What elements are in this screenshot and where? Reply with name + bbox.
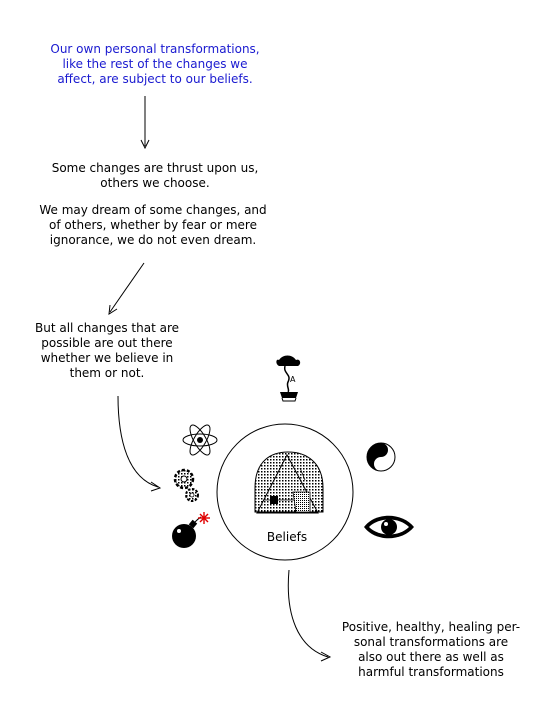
gears-icon	[175, 470, 198, 501]
beliefs-label: Beliefs	[266, 530, 308, 544]
beliefs-emblem-icon	[255, 452, 323, 513]
yin-yang-icon	[367, 443, 395, 471]
atom-icon	[183, 422, 217, 457]
possible-text: But all changes that are possible are out there whether we believe in them or not.	[34, 321, 179, 380]
thrust-text: Some changes are thrust upon us, others we choose.	[51, 161, 259, 190]
positive-text: Positive, healthy, healing per- sonal transformations are also out there as well as harmful transformations	[341, 620, 521, 679]
svg-text:A: A	[290, 375, 296, 384]
bomb-icon	[172, 512, 210, 548]
arrow-down-1	[141, 96, 149, 148]
plant-icon	[276, 356, 300, 402]
eye-icon	[364, 516, 414, 539]
arrow-diagonal	[109, 263, 144, 314]
arrow-curve-bottom	[288, 570, 330, 661]
intro-text: Our own personal transformations, like the rest of the changes we affect, are subject to our beliefs.	[50, 42, 260, 86]
bomb-spark	[198, 512, 210, 524]
arrow-curve-left	[118, 396, 160, 491]
dream-text: We may dream of some changes, and of others, whether by fear or mere ignorance, we do not even dream.	[39, 203, 267, 247]
